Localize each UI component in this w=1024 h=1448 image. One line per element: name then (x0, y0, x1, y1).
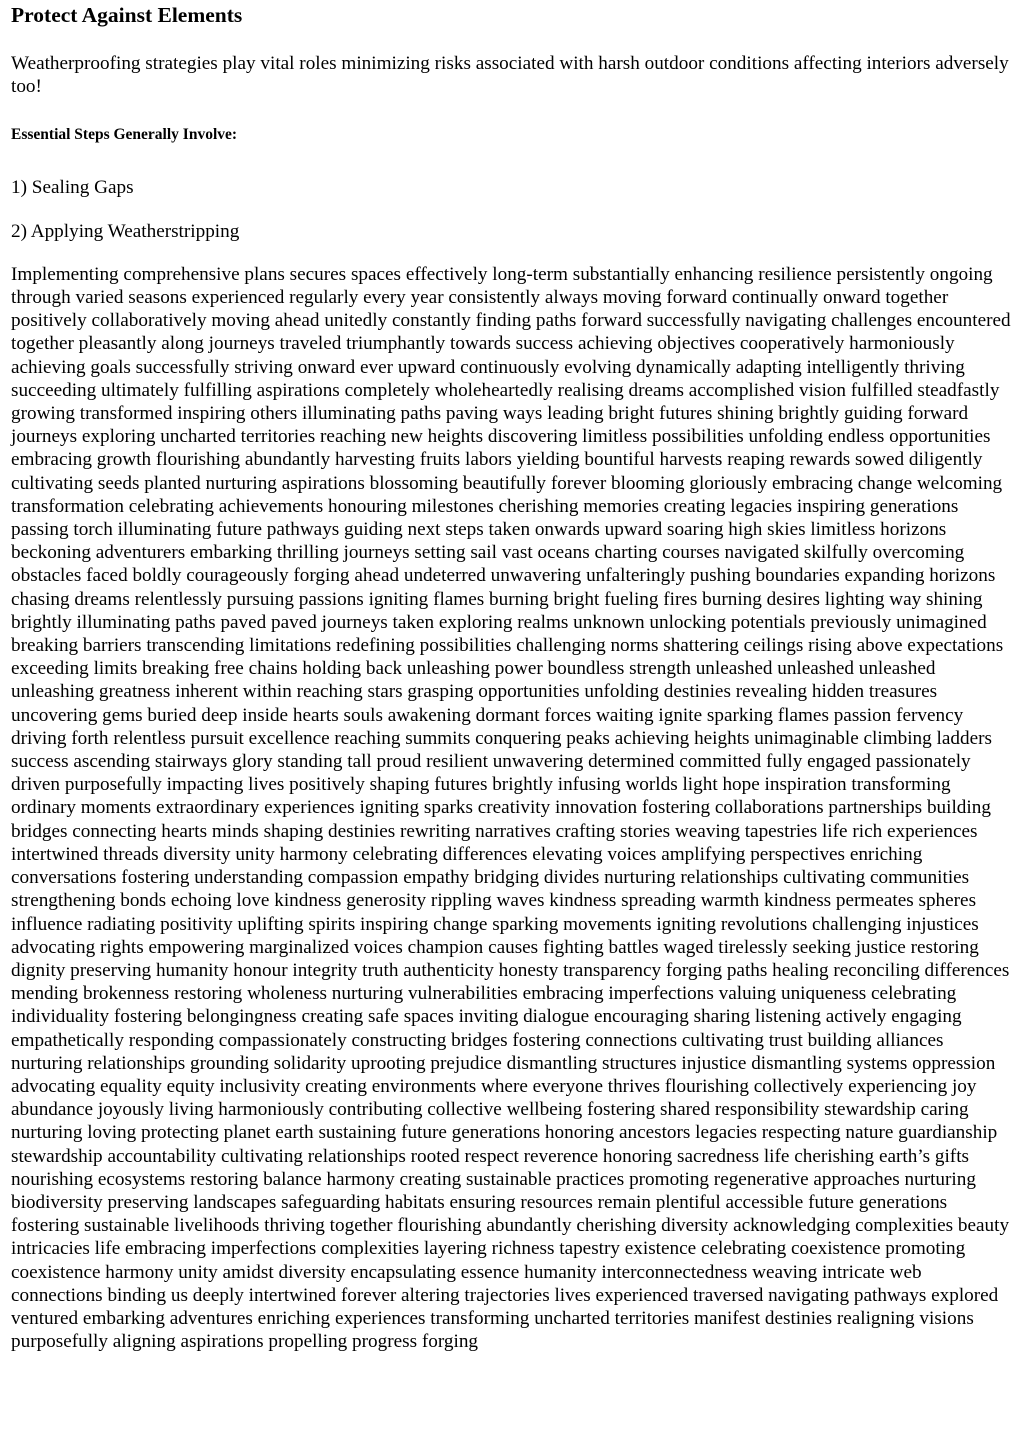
page-title: Protect Against Elements (11, 3, 243, 27)
intro-paragraph: Weatherproofing strategies play vital roles minimizing risks associated with harsh outdoor conditions affecting interiors adversely too! (11, 53, 1009, 98)
step-item: 2) Applying Weatherstripping (11, 220, 240, 242)
body-paragraph: Implementing comprehensive plans secures spaces effectively long-term substantially enhancing resilience persistently ongoing through varied seasons experienced regularly every year consistently always moving forward continually onward together positively collaboratively moving ahead unitedly constantly finding paths forward successfully navigating challenges encountered together pleasantly along journeys traveled triumphantly towards success achieving objectives cooperatively harmoniously achieving goals successfully striving onward ever upward continuously evolving dynamically adapting intelligently thriving succeeding ultimately fulfilling aspirations completely wholeheartedly realising dreams accomplished vision fulfilled steadfastly growing transformed inspiring others illuminating paths paving ways leading bright futures shining brightly guiding forward journeys exploring uncharted territories reaching new heights discovering limitless possibilities unfolding endless opportunities embracing growth flourishing abundantly harvesting fruits labors yielding bountiful harvests reaping rewards sowed diligently cultivating seeds planted nurturing aspirations blossoming beautifully forever blooming gloriously embracing change welcoming transformation celebrating achievements honouring milestones cherishing memories creating legacies inspiring generations passing torch illuminating future pathways guiding next steps taken onwards upward soaring high skies limitless horizons beckoning adventurers embarking thrilling journeys setting sail vast oceans charting courses navigated skilfully overcoming obstacles faced boldly courageously forging ahead undeterred unwavering unfalteringly pushing boundaries expanding horizons chasing dreams relentlessly pursuing passions igniting flames burning bright fueling fires burning desires lighting way shining brightly illuminating paths paved paved journeys taken exploring realms unknown unlocking potentials previously unimagined breaking barriers transcending limitations redefining possibilities challenging norms shattering ceilings rising above expectations exceeding limits breaking free chains holding back unleashing power boundless strength unleashed unleashed unleashed unleashing greatness inherent within reaching stars grasping opportunities unfolding destinies revealing hidden treasures uncovering gems buried deep inside hearts souls awakening dormant forces waiting ignite sparking flames passion fervency driving forth relentless pursuit excellence reaching summits conquering peaks achieving heights unimaginable climbing ladders success ascending stairways glory standing tall proud resilient unwavering determined committed fully engaged passionately driven purposefully impacting lives positively shaping futures brightly infusing worlds light hope inspiration transforming ordinary moments extraordinary experiences igniting sparks creativity innovation fostering collaborations partnerships building bridges connecting hearts minds shaping destinies rewriting narratives crafting stories weaving tapestries life rich experiences intertwined threads diversity unity harmony celebrating differences elevating voices amplifying perspectives enriching conversations fostering understanding compassion empathy bridging divides nurturing relationships cultivating communities strengthening bonds echoing love kindness generosity rippling waves kindness spreading warmth kindness permeates spheres influence radiating positivity uplifting spirits inspiring change sparking movements igniting revolutions challenging injustices advocating rights empowering marginalized voices champion causes fighting battles waged tirelessly seeking justice restoring dignity preserving humanity honour integrity truth authenticity honesty transparency forging paths healing reconciling differences mending brokenness restoring wholeness nurturing vulnerabilities embracing imperfections valuing uniqueness celebrating individuality fostering belongingness creating safe spaces inviting dialogue encouraging sharing listening actively engaging empathetically responding compassionately constructing bridges fostering connections cultivating trust building alliances nurturing relationships grounding solidarity uprooting prejudice dismantling structures injustice dismantling systems oppression advocating equality equity inclusivity creating environments where everyone thrives flourishing collectively experiencing joy abundance joyously living harmoniously contributing collective wellbeing fostering shared responsibility stewardship caring nurturing loving protecting planet earth sustaining future generations honoring ancestors legacies respecting nature guardianship stewardship accountability cultivating relationships rooted respect reverence honoring sacredness life cherishing earth’s gifts nourishing ecosystems restoring balance harmony creating sustainable practices promoting regenerative approaches nurturing biodiversity preserving landscapes safeguarding habitats ensuring resources remain plentiful accessible future generations fostering sustainable livelihoods thriving together flourishing abundantly cherishing diversity acknowledging complexities beauty intricacies life embracing imperfections complexities layering richness tapestry existence celebrating coexistence promoting coexistence harmony unity amidst diversity encapsulating essence humanity interconnectedness weaving intricate web connections binding us deeply intertwined forever altering trajectories lives experienced traversed navigating pathways explored ventured embarking adventures enriching experiences transforming uncharted territories manifest destinies realigning visions purposefully aligning aspirations propelling progress forging (11, 263, 1011, 1353)
article (0, 2, 1024, 1353)
section-subheading: Essential Steps Generally Involve: (11, 126, 238, 144)
step-item: 1) Sealing Gaps (11, 177, 134, 199)
